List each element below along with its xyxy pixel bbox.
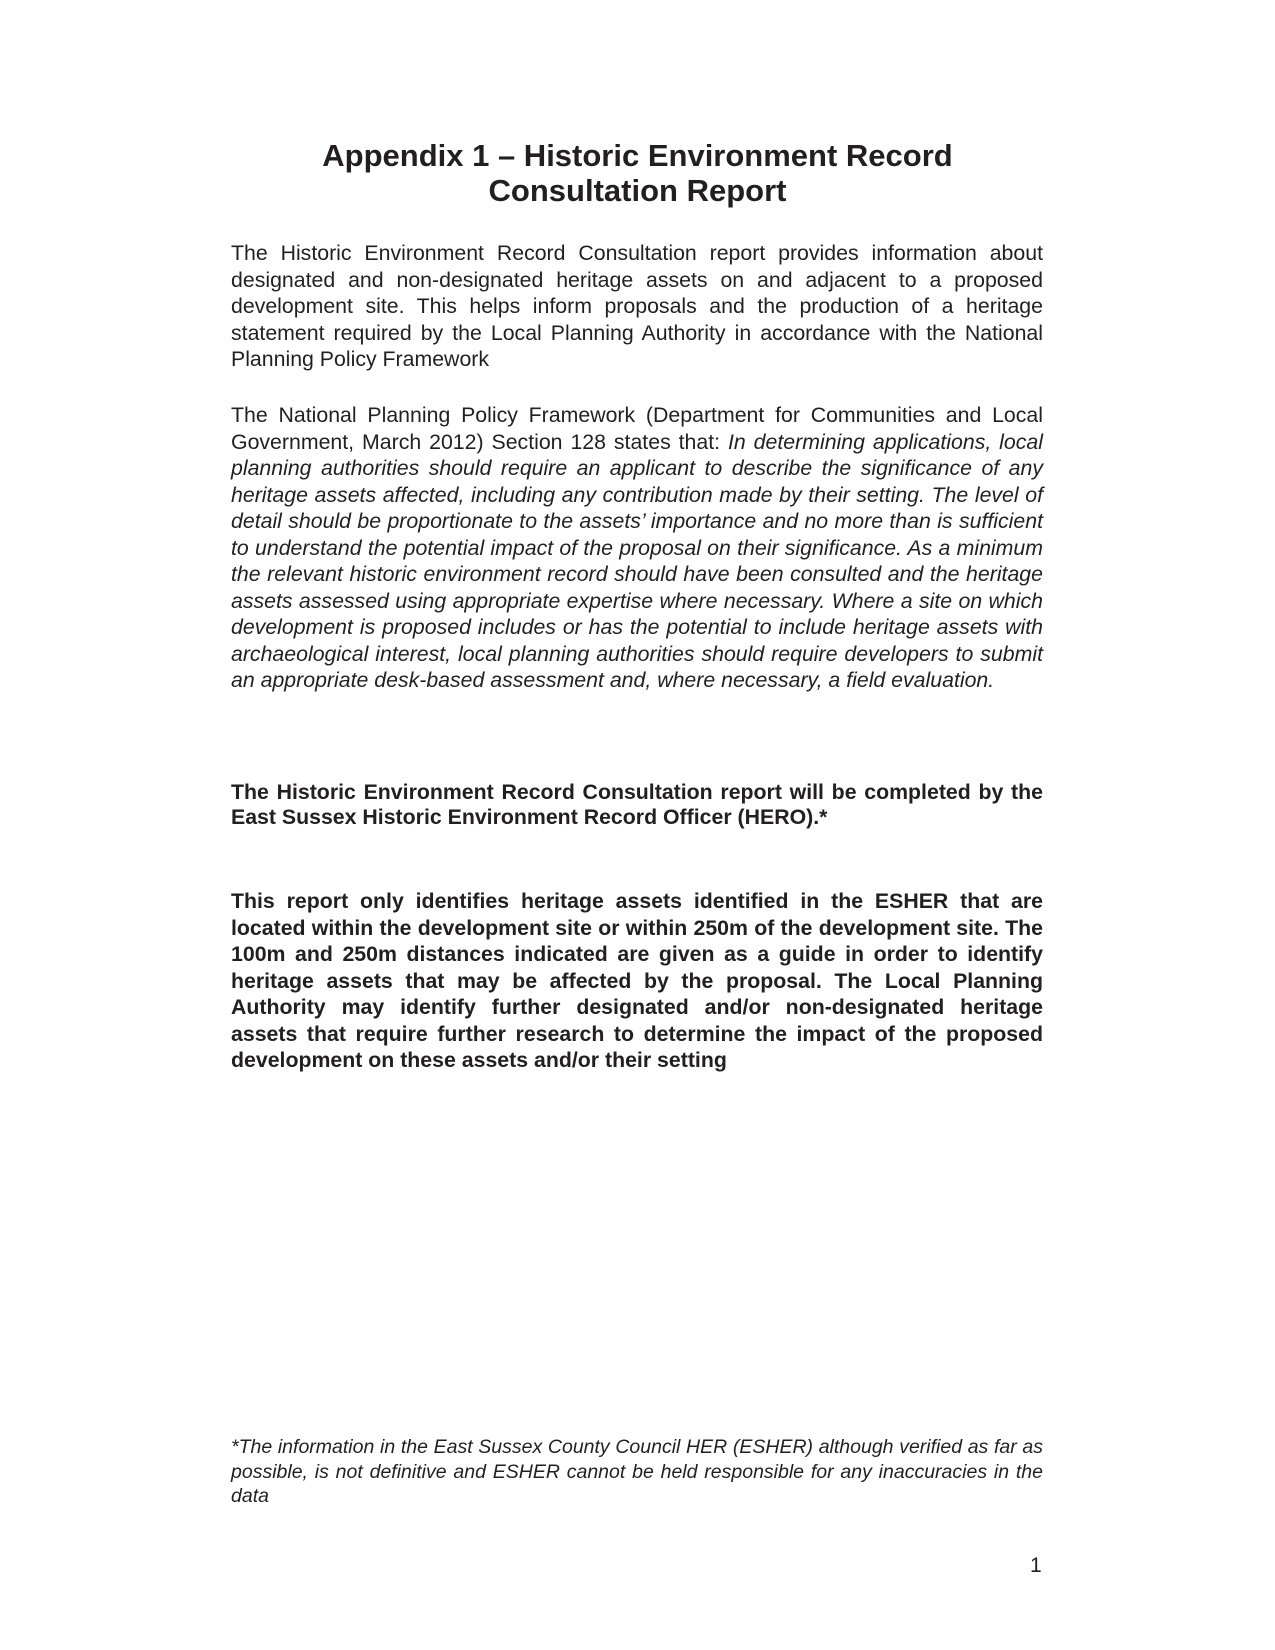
scope-paragraph: This report only identifies heritage assets identified in the ESHER that are located within the development site or within 250m of the development site. The 100m and 250m distances indicated are given as a guide in order to identify heritage assets that may be affected by the proposal. The Local Planning Authority may identify further designated and/or non-designated heritage assets that require further research to determine the impact of the proposed development on these assets and/or their setting: [231, 889, 1043, 1072]
nppf-paragraph: [231, 402, 1043, 694]
page-title: [230, 138, 1045, 208]
nppf-quote-text: In determining applications, local planning authorities should require an applicant to describe the significance of any heritage assets affected, including any contribution made by their setting. The level of detail should be proportionate to the assets’ importance and no more than is sufficient to understand the potential impact of the proposal on their significance. As a minimum the relevant historic environment record should have been consulted and the heritage assets assessed using appropriate expertise where necessary. Where a site on which development is proposed includes or has the potential to include heritage assets with archaeological interest, local planning authorities should require developers to submit an appropriate desk-based assessment and, where necessary, a field evaluation.: [231, 429, 1043, 692]
nppf-intro-text: The National Planning Policy Framework (Department for Communities and Local Government, March 2012) Section 128 states that:: [231, 403, 1043, 454]
intro-paragraph: The Historic Environment Record Consultation report provides information about designated and non-designated heritage assets on and adjacent to a proposed development site. This helps inform proposals and the production of a heritage statement required by the Local Planning Authority in accordance with the National Planning Policy Framework: [231, 241, 1043, 371]
hero-completion-note: The Historic Environment Record Consultation report will be completed by the East Sussex Historic Environment Record Officer (HERO).*: [231, 780, 1043, 829]
title-line-1: Appendix 1 – Historic Environment Record: [322, 138, 953, 173]
title-line-2: Consultation Report: [488, 173, 787, 208]
footnote: *The information in the East Sussex County Council HER (ESHER) although verified as far as possible, is not definitive and ESHER cannot be held responsible for any inaccuracies in the data: [231, 1436, 1043, 1507]
page-number: 1: [1030, 1554, 1042, 1577]
